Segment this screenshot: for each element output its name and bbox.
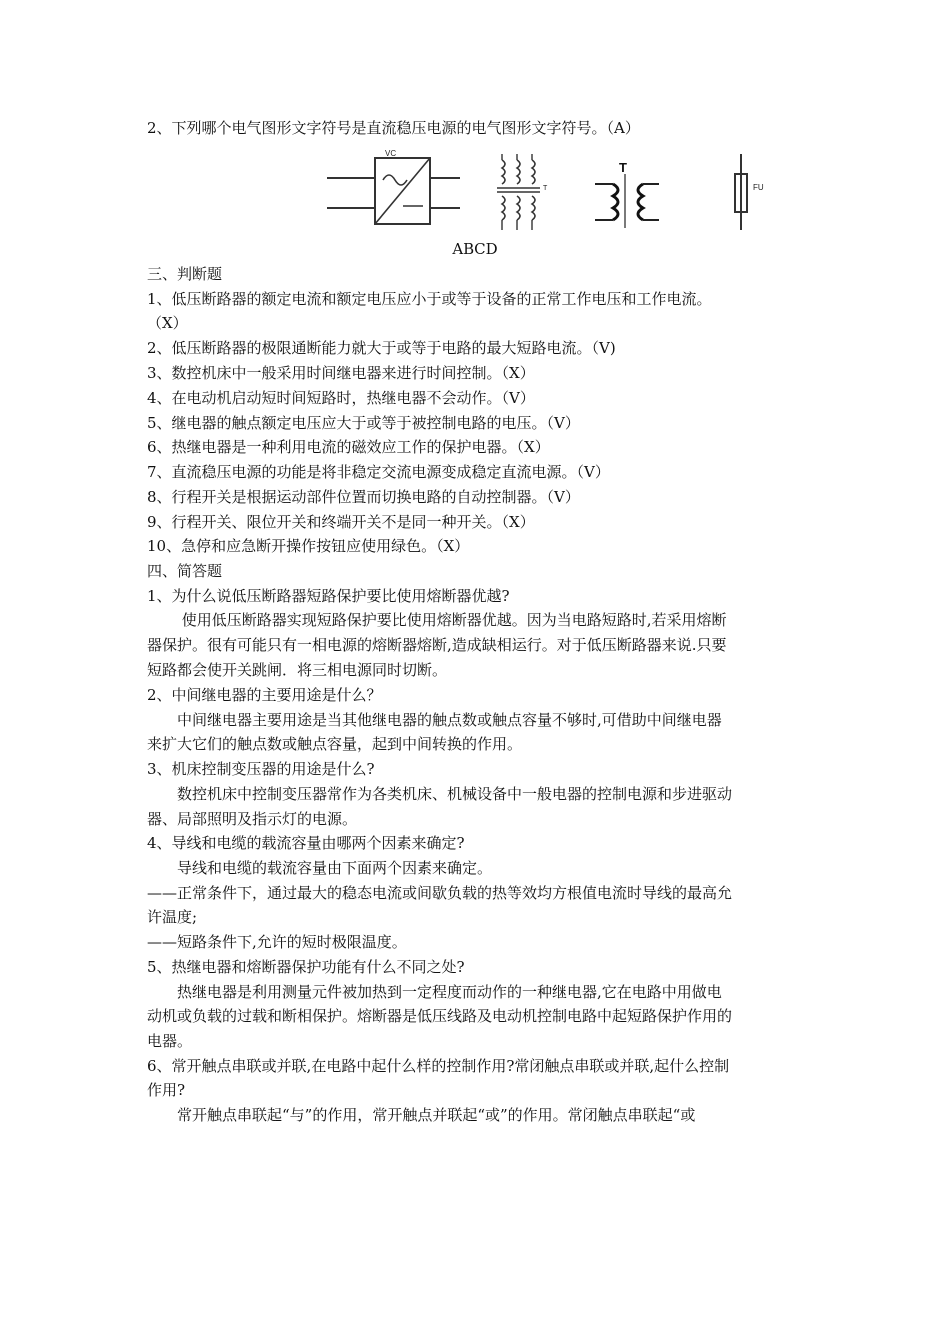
qa-line: 许温度;: [147, 908, 198, 926]
tf-item: 9、行程开关、限位开关和终端开关不是同一种开关。（X）: [147, 513, 535, 531]
qa-line: 器保护。很有可能只有一相电源的熔断器熔断,造成缺相运行。对于低压断路器来说.只要: [147, 636, 727, 654]
qa-line: 常开触点串联起“与”的作用，常开触点并联起“或”的作用。常闭触点串联起“或: [147, 1106, 696, 1124]
symbol-a-label: VC: [385, 150, 397, 158]
qa-line: 3、机床控制变压器的用途是什么?: [147, 760, 375, 778]
tf-item: 2、低压断路器的极限通断能力就大于或等于电路的最大短路电流。（V): [147, 339, 616, 357]
tf-item: 10、急停和应急断开操作按钮应使用绿色。（X）: [147, 537, 470, 555]
section-4-title: 四、简答题: [147, 562, 223, 580]
qa-line: 数控机床中控制变压器常作为各类机床、机械设备中一般电器的控制电源和步进驱动: [147, 785, 733, 803]
tf-item: 3、数控机床中一般采用时间继电器来进行时间控制。（X）: [147, 364, 535, 382]
symbol-b-label: T: [543, 185, 548, 192]
symbol-d-label: FU: [753, 183, 764, 192]
tf-item: 7、直流稳压电源的功能是将非稳定交流电源变成稳定直流电源。（V）: [147, 463, 610, 481]
qa-line: ——正常条件下，通过最大的稳态电流或间歇负载的热等效均方根值电流时导线的最高允: [147, 884, 733, 902]
electrical-symbols-figure: [325, 150, 765, 234]
qa-line: 来扩大它们的触点数或触点容量，起到中间转换的作用。: [147, 735, 523, 753]
tf-item: 4、在电动机启动短时间短路时，热继电器不会动作。（V）: [147, 389, 535, 407]
question-2-text: 2、下列哪个电气图形文字符号是直流稳压电源的电气图形文字符号。（A）: [147, 119, 640, 137]
qa-line: 中间继电器主要用途是当其他继电器的触点数或触点容量不够时,可借助中间继电器: [147, 711, 722, 729]
qa-line: 4、导线和电缆的载流容量由哪两个因素来确定?: [147, 834, 465, 852]
qa-line: 器、局部照明及指示灯的电源。: [147, 810, 358, 828]
section-3-title: 三、判断题: [147, 265, 223, 283]
tf-item: 8、行程开关是根据运动部件位置而切换电路的自动控制器。（V）: [147, 488, 580, 506]
qa-line: 使用低压断路器实现短路保护要比使用熔断器优越。因为当电路短路时,若采用熔断: [147, 611, 727, 629]
tf-item: 6、热继电器是一种利用电流的磁效应工作的保护电器。（X）: [147, 438, 550, 456]
qa-line: ——短路条件下,允许的短时极限温度。: [147, 933, 407, 951]
qa-line: 电器。: [147, 1032, 193, 1050]
qa-line: 2、中间继电器的主要用途是什么？: [147, 686, 382, 704]
tf-item: 5、继电器的触点额定电压应大于或等于被控制电路的电压。（V）: [147, 414, 580, 432]
qa-line: 热继电器是利用测量元件被加热到一定程度而动作的一种继电器,它在电路中用做电: [147, 983, 722, 1001]
figure-caption: ABⅭⅮ: [452, 240, 498, 258]
tf-item: （X）: [147, 314, 188, 332]
symbol-a-power-supply: [325, 150, 765, 234]
qa-line: 1、为什么说低压断路器短路保护要比使用熔断器优越?: [147, 587, 510, 605]
qa-line: 作用?: [147, 1081, 186, 1099]
qa-line: 导线和电缆的载流容量由下面两个因素来确定。: [147, 859, 493, 877]
qa-line: 短路都会使开关跳闸．将三相电源同时切断。: [147, 661, 448, 679]
tf-item: 1、低压断路器的额定电流和额定电压应小于或等于设备的正常工作电压和工作电流。: [147, 290, 712, 308]
qa-line: 动机或负载的过载和断相保护。熔断器是低压线路及电动机控制电路中起短路保护作用的: [147, 1007, 733, 1025]
qa-line: 6、常开触点串联或并联,在电路中起什么样的控制作用?常闭触点串联或并联,起什么控制: [147, 1057, 730, 1075]
qa-line: 5、热继电器和熔断器保护功能有什么不同之处?: [147, 958, 465, 976]
symbol-c-label: T: [619, 160, 627, 175]
